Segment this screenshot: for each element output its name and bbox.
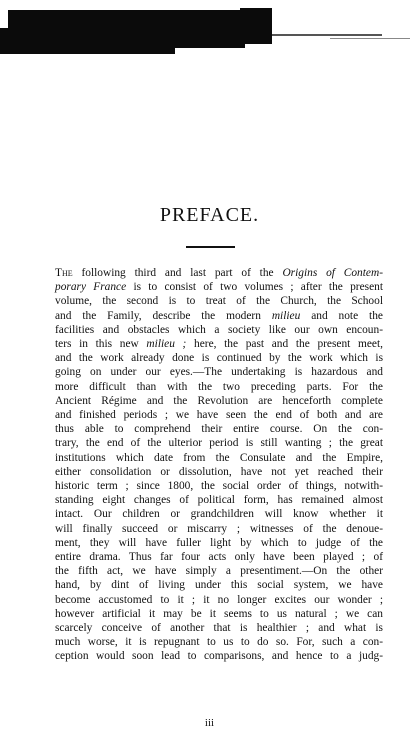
italic-phrase: porary France — [55, 281, 127, 294]
italic-phrase: milieu — [271, 309, 301, 322]
text-line: much worse, it is repugnant to us to do so. For, such a con- — [55, 636, 383, 649]
text-line: trary, the end of the ulterior period is still wanting ; the great — [55, 437, 383, 450]
text-line: entire drama. Thus far four acts only have been played ; of — [55, 551, 383, 564]
text-line: historic term ; since 1800, the social order of things, notwith- — [55, 480, 383, 493]
text-line: ters in this new milieu ; here, the past and the present meet, — [55, 338, 383, 351]
page-heading: PREFACE. — [159, 204, 260, 226]
text-line: become accustomed to it ; it no longer excites our wonder ; — [55, 593, 383, 606]
text-line: hand, by dint of living under this social system, we have — [55, 579, 383, 592]
italic-phrase: Origins of Contem- — [282, 267, 383, 279]
text-line: The following third and last part of the Origins of Contem- — [55, 267, 383, 279]
text-line: porary France is to consist of two volumes ; after the present — [55, 281, 383, 294]
text-line: standing eight changes of political form, has remained almost — [55, 494, 383, 507]
text-line: thus able to comprehend their entire course. On the con- — [55, 423, 383, 436]
text-line: and finished periods ; we have seen the end of both and are — [55, 409, 383, 422]
text-line: going on under our eyes.—The undertaking is hazardous and — [55, 366, 383, 379]
text-line: will finally succeed or miscarry ; witnesses of the denoue- — [55, 522, 383, 535]
opening-word: The — [55, 267, 73, 279]
heading-rule — [186, 246, 235, 248]
text-line: more difficult than with the two preceding parts. For the — [55, 380, 383, 393]
text-line: ception would soon lead to comparisons, and hence to a judg- — [55, 650, 383, 663]
scan-edge-artifact — [0, 0, 419, 60]
text-line: Ancient Régime and the Revolution are henceforth complete — [55, 394, 383, 407]
text-line: scarcely conceive of another that is healthier ; and what is — [55, 622, 383, 635]
page-number: iii — [204, 717, 215, 729]
text-line: however artificial it may be it seems to us natural ; we can — [55, 607, 383, 620]
text-line: either consolidation or dissolution, have not yet reached their — [55, 465, 383, 478]
text-line: and the Family, describe the modern milieu and note the — [55, 309, 383, 322]
preface-body — [55, 266, 383, 664]
text-line: and the work already done is continued by the work which is — [55, 352, 383, 365]
text-line: intact. Our children or grandchildren will know whether it — [55, 508, 383, 521]
text-line: ment, they will have fuller light by which to judge of the — [55, 536, 383, 549]
text-line: the fifth act, we have simply a presentiment.—On the other — [55, 565, 383, 578]
text-line: institutions which date from the Consulate and the Empire, — [55, 451, 383, 464]
text-line: facilities and obstacles which a society like our own encoun- — [55, 323, 383, 336]
text-line: volume, the second is to treat of the Church, the School — [55, 295, 383, 308]
italic-phrase: milieu ; — [146, 338, 187, 351]
